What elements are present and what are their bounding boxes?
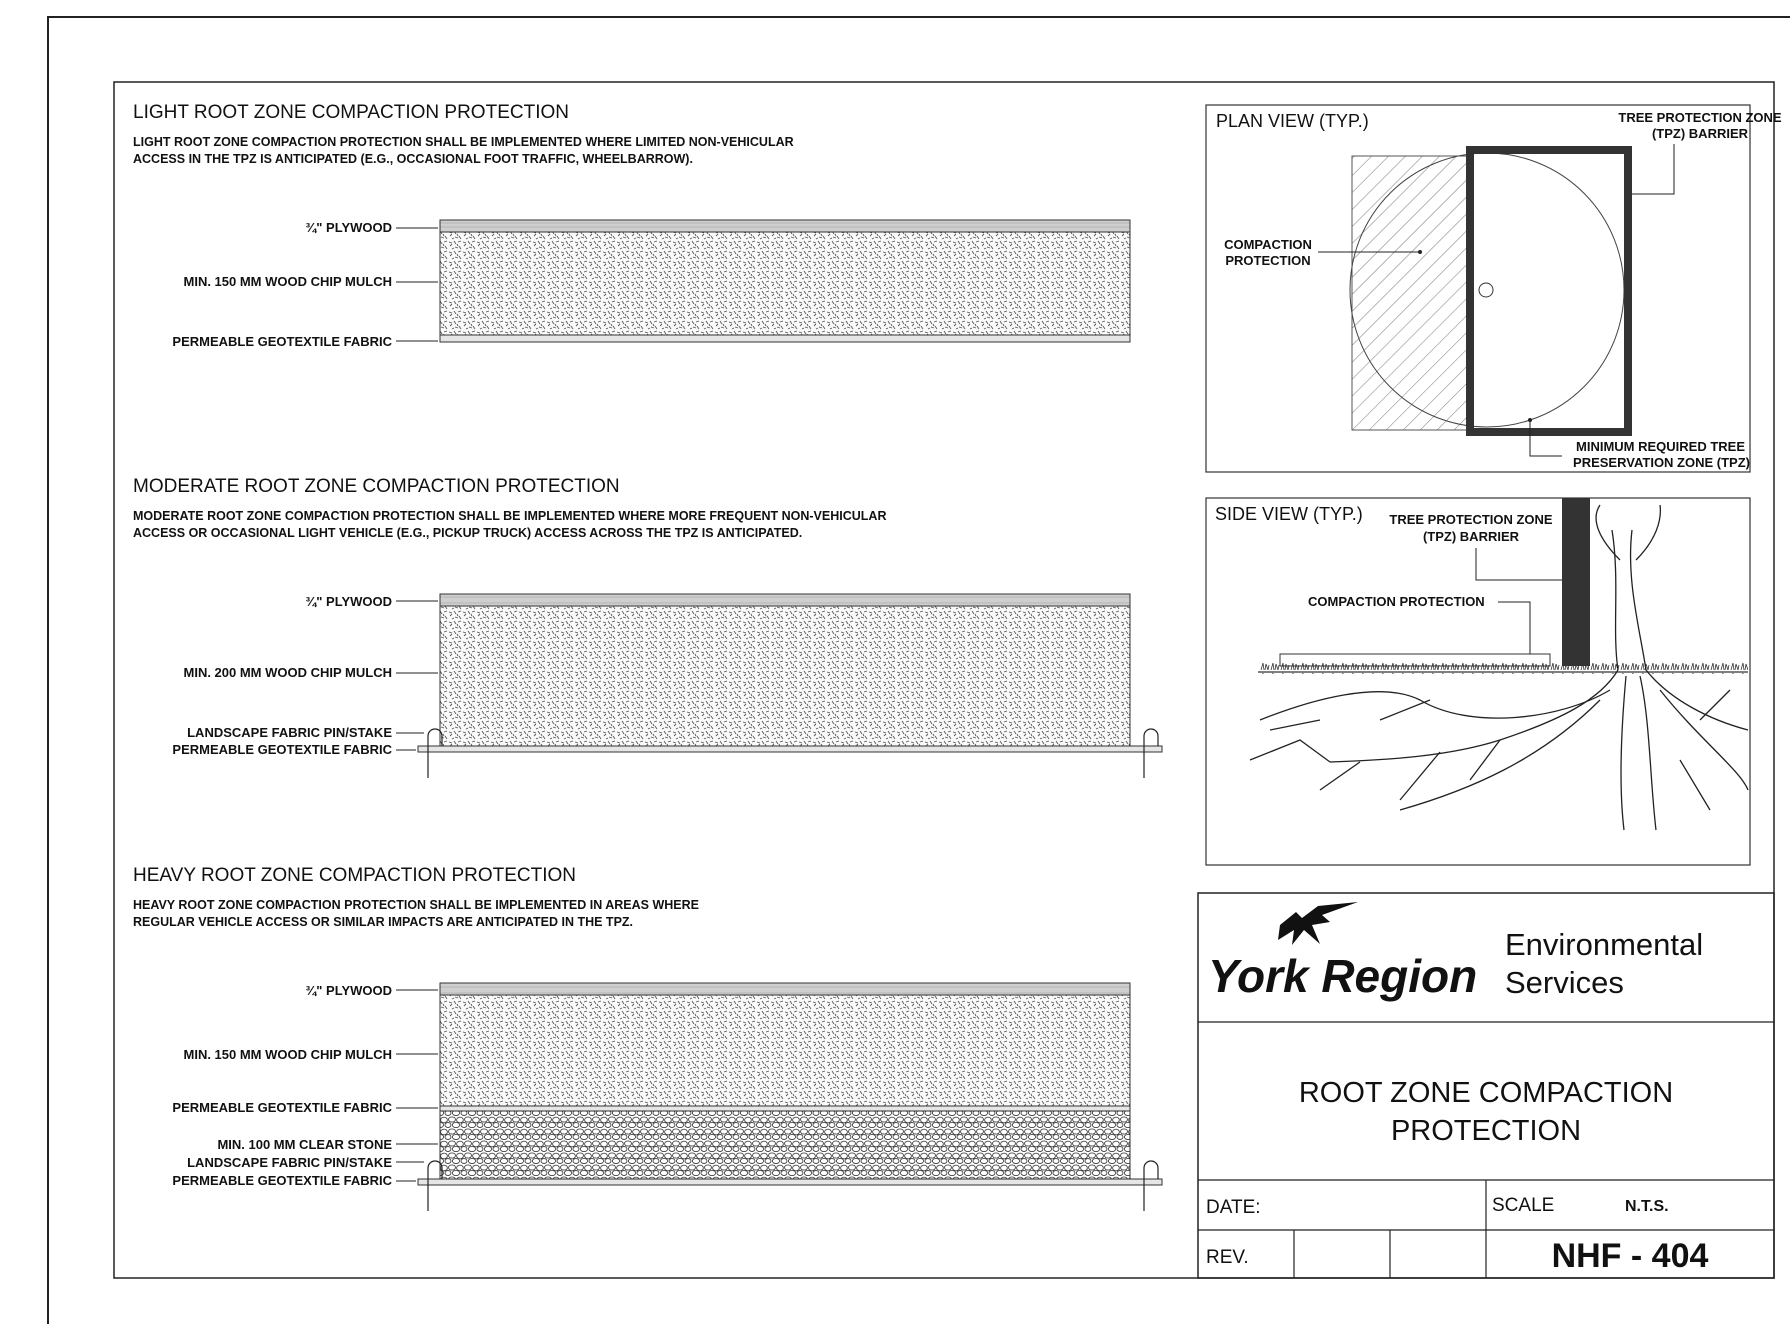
heavy-right-stake bbox=[1144, 1161, 1158, 1211]
heavy-mulch-layer bbox=[440, 995, 1130, 1106]
heavy-mid-geotextile-layer bbox=[440, 1106, 1130, 1111]
department-line-1: Environmental bbox=[1505, 927, 1704, 962]
side-tpz-barrier bbox=[1562, 498, 1590, 666]
logo-wordmark: York Region bbox=[1208, 950, 1478, 1002]
plan-tpz-label-line-1: MINIMUM REQUIRED TREE bbox=[1576, 439, 1745, 454]
heavy-label-stone: MIN. 100 MM CLEAR STONE bbox=[217, 1137, 392, 1152]
york-region-logo bbox=[1208, 902, 1477, 1002]
side-view-title: SIDE VIEW (TYP.) bbox=[1215, 504, 1363, 524]
side-barrier-label-line-1: TREE PROTECTION ZONE bbox=[1389, 512, 1553, 527]
moderate-right-stake bbox=[1144, 729, 1158, 778]
light-label-mulch: MIN. 150 MM WOOD CHIP MULCH bbox=[183, 274, 392, 289]
moderate-label-mulch: MIN. 200 MM WOOD CHIP MULCH bbox=[183, 665, 392, 680]
plan-compaction-area bbox=[1352, 156, 1468, 430]
title-block bbox=[1198, 893, 1774, 1278]
moderate-title: MODERATE ROOT ZONE COMPACTION PROTECTION bbox=[133, 476, 620, 497]
plan-tree-trunk bbox=[1479, 283, 1493, 297]
side-compaction-label: COMPACTION PROTECTION bbox=[1308, 594, 1485, 609]
plan-view-frame bbox=[1206, 105, 1750, 472]
moderate-section bbox=[133, 476, 1162, 778]
light-geotextile-layer bbox=[440, 335, 1130, 342]
plan-barrier-label-line-2: (TPZ) BARRIER bbox=[1651, 126, 1749, 141]
plan-barrier-label-line-1: TREE PROTECTION ZONE bbox=[1618, 110, 1782, 125]
heavy-label-mid-geotextile: PERMEABLE GEOTEXTILE FABRIC bbox=[172, 1100, 392, 1115]
side-view-frame bbox=[1206, 498, 1750, 865]
moderate-label-stake: LANDSCAPE FABRIC PIN/STAKE bbox=[187, 725, 392, 740]
plan-view-title: PLAN VIEW (TYP.) bbox=[1216, 111, 1369, 131]
moderate-desc-line-1: MODERATE ROOT ZONE COMPACTION PROTECTION SHALL BE IMPLEMENTED WHERE MORE FREQUENT NON-VEHICULAR bbox=[133, 509, 887, 523]
plan-compaction-label-line-2: PROTECTION bbox=[1225, 253, 1311, 268]
light-title: LIGHT ROOT ZONE COMPACTION PROTECTION bbox=[133, 102, 569, 123]
light-plywood-layer bbox=[440, 220, 1130, 232]
heavy-desc-line-1: HEAVY ROOT ZONE COMPACTION PROTECTION SHALL BE IMPLEMENTED IN AREAS WHERE bbox=[133, 898, 699, 912]
side-view bbox=[1206, 498, 1750, 865]
moderate-geotextile-layer bbox=[418, 746, 1162, 752]
moderate-mulch-layer bbox=[440, 606, 1130, 746]
drawing-title-line-2: PROTECTION bbox=[1390, 1115, 1582, 1147]
rev-label: REV. bbox=[1206, 1247, 1249, 1268]
light-section bbox=[133, 102, 1130, 349]
heavy-desc-line-2: REGULAR VEHICLE ACCESS OR SIMILAR IMPACTS ARE ANTICIPATED IN THE TPZ. bbox=[133, 915, 634, 929]
moderate-plywood-layer bbox=[440, 594, 1130, 606]
heavy-label-mulch: MIN. 150 MM WOOD CHIP MULCH bbox=[183, 1047, 392, 1062]
light-label-plywood: ¾" PLYWOOD bbox=[305, 220, 392, 235]
moderate-label-plywood: ¾" PLYWOOD bbox=[305, 594, 392, 609]
plan-tpz-label-line-2: PRESERVATION ZONE (TPZ) bbox=[1573, 455, 1750, 470]
light-mulch-layer bbox=[440, 232, 1130, 335]
plan-compaction-label-line-1: COMPACTION bbox=[1224, 237, 1312, 252]
drawing-number: NHF - 404 bbox=[1551, 1237, 1709, 1275]
light-label-geotextile: PERMEABLE GEOTEXTILE FABRIC bbox=[172, 334, 392, 349]
star-logo-icon bbox=[1278, 902, 1358, 945]
plan-tpz-barrier bbox=[1470, 150, 1628, 432]
heavy-label-geotextile: PERMEABLE GEOTEXTILE FABRIC bbox=[172, 1173, 392, 1188]
heavy-section bbox=[133, 865, 1162, 1211]
scale-value: N.T.S. bbox=[1625, 1198, 1669, 1215]
heavy-title: HEAVY ROOT ZONE COMPACTION PROTECTION bbox=[133, 865, 577, 886]
department-line-2: Services bbox=[1505, 965, 1624, 1000]
heavy-label-stake: LANDSCAPE FABRIC PIN/STAKE bbox=[187, 1155, 392, 1170]
heavy-plywood-layer bbox=[440, 983, 1130, 995]
drawing-title-line-1: ROOT ZONE COMPACTION bbox=[1298, 1077, 1674, 1109]
moderate-desc-line-2: ACCESS OR OCCASIONAL LIGHT VEHICLE (E.G., PICKUP TRUCK) ACCESS ACROSS THE TPZ IS ANTICIPATED. bbox=[133, 526, 803, 540]
date-label: DATE: bbox=[1206, 1197, 1261, 1218]
moderate-label-geotextile: PERMEABLE GEOTEXTILE FABRIC bbox=[172, 742, 392, 757]
heavy-base-geotextile-layer bbox=[418, 1179, 1162, 1185]
light-desc-line-1: LIGHT ROOT ZONE COMPACTION PROTECTION SHALL BE IMPLEMENTED WHERE LIMITED NON-VEHICULAR bbox=[133, 135, 794, 149]
scale-label: SCALE bbox=[1492, 1195, 1555, 1216]
heavy-label-plywood: ¾" PLYWOOD bbox=[305, 983, 392, 998]
side-barrier-label-line-2: (TPZ) BARRIER bbox=[1422, 529, 1520, 544]
heavy-stone-layer bbox=[440, 1111, 1130, 1179]
plan-view bbox=[1206, 105, 1782, 472]
light-desc-line-2: ACCESS IN THE TPZ IS ANTICIPATED (E.G., OCCASIONAL FOOT TRAFFIC, WHEELBARROW). bbox=[133, 152, 693, 166]
